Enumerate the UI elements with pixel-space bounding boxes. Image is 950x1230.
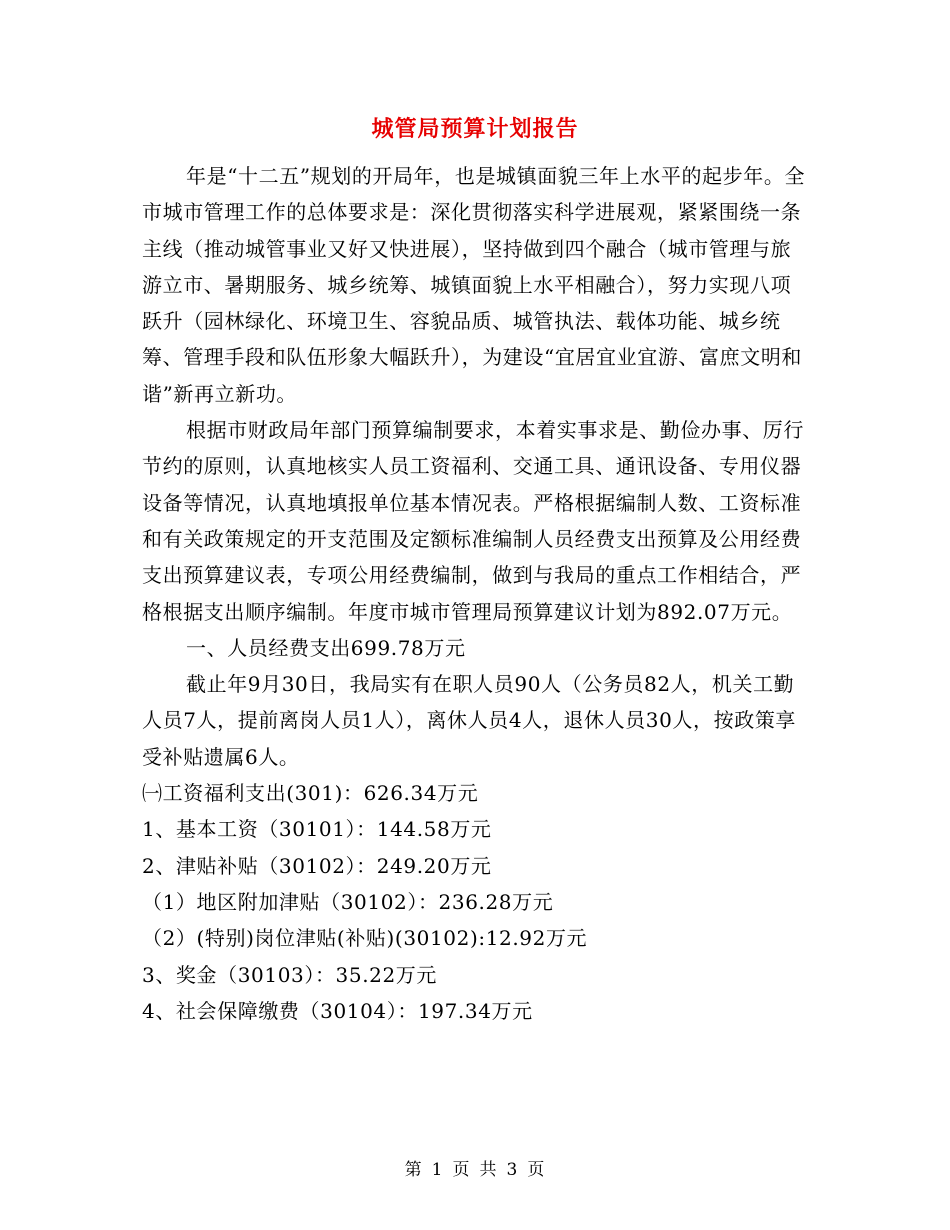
list-item-allowance: 2、津贴补贴（30102）：249.20万元 <box>142 853 492 878</box>
paragraph-intro: 年是“十二五”规划的开局年，也是城镇面貌三年上水平的起步年。全市城市管理工作的总体要求是：深化贯彻落实科学进展观，紧紧围绕一条主线（推动城管事业又好又快进展），坚持做到四个融合（城市管理与旅游立市、暑期服务、城乡统筹、城镇面貌上水平相融合），努力实现八项跃升（园林绿化、环境卫生、容貌品质、城管执法、载体功能、城乡统筹、管理手段和队伍形象大幅跃升），为建设“宜居宜业宜游、富庶文明和谐”新再立新功。 <box>142 164 806 406</box>
footer-current-page: 1 <box>431 1160 444 1180</box>
footer-suffix: 页 <box>527 1160 546 1180</box>
page-footer <box>0 1155 950 1180</box>
footer-total-pages: 3 <box>506 1160 519 1180</box>
paragraph-budget-basis: 根据市财政局年部门预算编制要求，本着实事求是、勤俭办事、厉行节约的原则，认真地核实人员工资福利、交通工具、通讯设备、专用仪器设备等情况，认真地填报单位基本情况表。严格根据编制人数、工资标准和有关政策规定的开支范围及定额标准编制人员经费支出预算及公用经费支出预算建议表，专项公用经费编制，做到与我局的重点工作相结合，严格根据支出顺序编制。年度市城市管理局预算建议计划为892.07万元。 <box>142 418 804 624</box>
list-item-bonus: 3、奖金（30103）：35.22万元 <box>142 962 438 987</box>
section-heading-personnel-expense: 一、人员经费支出699.78万元 <box>186 635 466 660</box>
list-item-salary-welfare: ㈠工资福利支出(301)：626.34万元 <box>142 781 479 806</box>
paragraph-staff-count: 截止年9月30日，我局实有在职人员90人（公务员82人，机关工勤人员7人，提前离岗人员1人），离休人员4人，退休人员30人，按政策享受补贴遗属6人。 <box>142 672 797 769</box>
document-body <box>142 158 808 1029</box>
footer-prefix: 第 <box>404 1160 423 1180</box>
list-item-post-allowance: （2）(特别)岗位津贴(补贴)(30102):12.92万元 <box>142 926 588 951</box>
list-item-regional-allowance: （1）地区附加津贴（30102）：236.28万元 <box>142 889 554 914</box>
list-item-social-security: 4、社会保障缴费（30104）：197.34万元 <box>142 998 533 1023</box>
footer-total-word: 共 <box>479 1160 498 1180</box>
document-title: 城管局预算计划报告 <box>371 116 579 142</box>
footer-page-word: 页 <box>452 1160 471 1180</box>
list-item-basic-salary: 1、基本工资（30101）：144.58万元 <box>142 817 492 842</box>
